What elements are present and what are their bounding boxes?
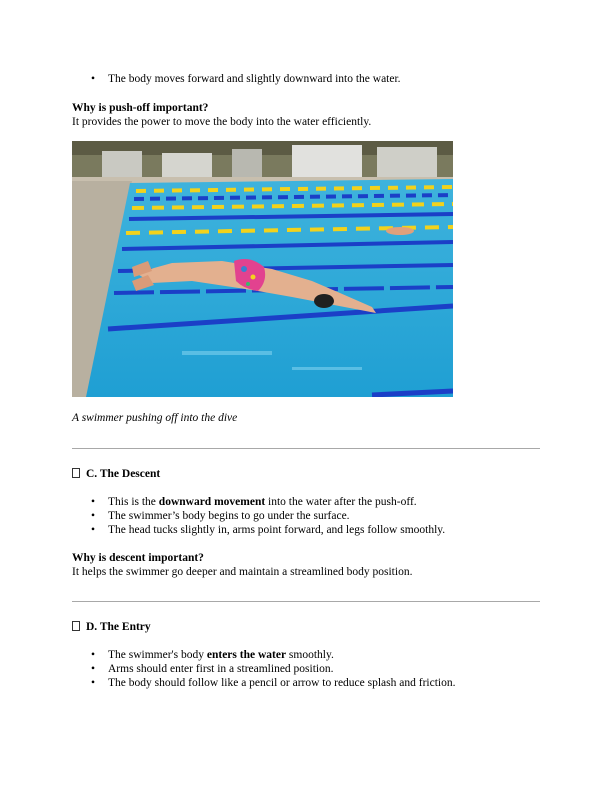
photo-caption: A swimmer pushing off into the dive bbox=[72, 412, 238, 424]
descent-question: Why is descent important? bbox=[72, 552, 204, 564]
emphasis: downward movement bbox=[158, 496, 266, 508]
section-divider bbox=[72, 448, 540, 449]
descent-heading: C. The Descent bbox=[86, 468, 161, 480]
entry-bullet-list bbox=[91, 648, 455, 691]
entry-heading: D. The Entry bbox=[86, 621, 151, 633]
top-bullet-list bbox=[91, 72, 401, 86]
list-item: • The swimmer's body enters the water smoothly. bbox=[91, 648, 455, 662]
section-heading-descent bbox=[72, 467, 160, 481]
list-item: • Arms should enter first in a streamlined position. bbox=[91, 662, 455, 676]
list-item: • The body should follow like a pencil or arrow to reduce splash and friction. bbox=[91, 676, 455, 690]
section-heading-entry bbox=[72, 620, 151, 634]
pushoff-question: Why is push-off important? bbox=[72, 102, 209, 114]
list-item: • The head tucks slightly in, arms point forward, and legs follow smoothly. bbox=[91, 523, 445, 537]
checkbox-glyph-icon bbox=[72, 468, 80, 478]
pushoff-answer: It provides the power to move the body into the water efficiently. bbox=[72, 116, 372, 128]
checkbox-glyph-icon bbox=[72, 621, 80, 631]
section-divider bbox=[72, 601, 540, 602]
descent-bullet-list bbox=[91, 495, 445, 538]
emphasis: enters the water bbox=[206, 649, 287, 661]
list-item: • The swimmer’s body begins to go under the surface. bbox=[91, 509, 445, 523]
swimmer-dive-photo bbox=[72, 141, 453, 397]
list-item: • This is the downward movement into the water after the push-off. bbox=[91, 495, 445, 509]
descent-answer: It helps the swimmer go deeper and maintain a streamlined body position. bbox=[72, 566, 413, 578]
list-item: • The body moves forward and slightly downward into the water. bbox=[91, 72, 401, 86]
